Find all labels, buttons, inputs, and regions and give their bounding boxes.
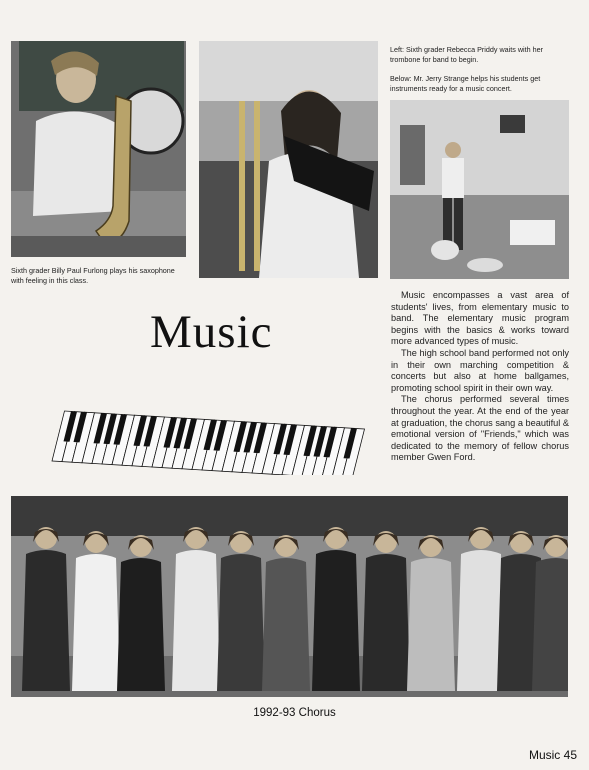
body-text [391,290,569,464]
instruments-caption: Below: Mr. Jerry Strange helps his students get instruments ready for a music concert. [390,74,541,93]
chorus-photo [11,496,568,697]
instruments-photo [390,100,569,279]
trombone-player-photo [199,41,378,278]
trombone-caption: Left: Sixth grader Rebecca Priddy waits with her trombone for band to begin. [390,45,544,64]
body-paragraph: Music encompasses a vast area of students' lives, from elementary music to band. The elementary music program begins with the basics & works toward more advanced types of music. [391,290,569,347]
chorus-caption: 1992-93 Chorus [253,707,336,719]
body-paragraph: The high school band performed not only in their own marching competition & concerts but also at home ballgames, promoting school spirit in their own way. [391,347,569,393]
piano-keyboard-icon [48,405,370,475]
body-paragraph: The chorus performed several times throughout the year. At the end of the year at graduation, the chorus sang a beautiful & emotional version of "Friends," which was dedicated to the memory of fellow chorus member Gwen Ford. [391,394,569,463]
page-title: Music [150,306,273,358]
page-number: Music 45 [528,748,577,762]
sax-player-photo [11,41,186,257]
sax-caption: Sixth grader Billy Paul Furlong plays his saxophone with feeling in this class. [11,266,175,285]
